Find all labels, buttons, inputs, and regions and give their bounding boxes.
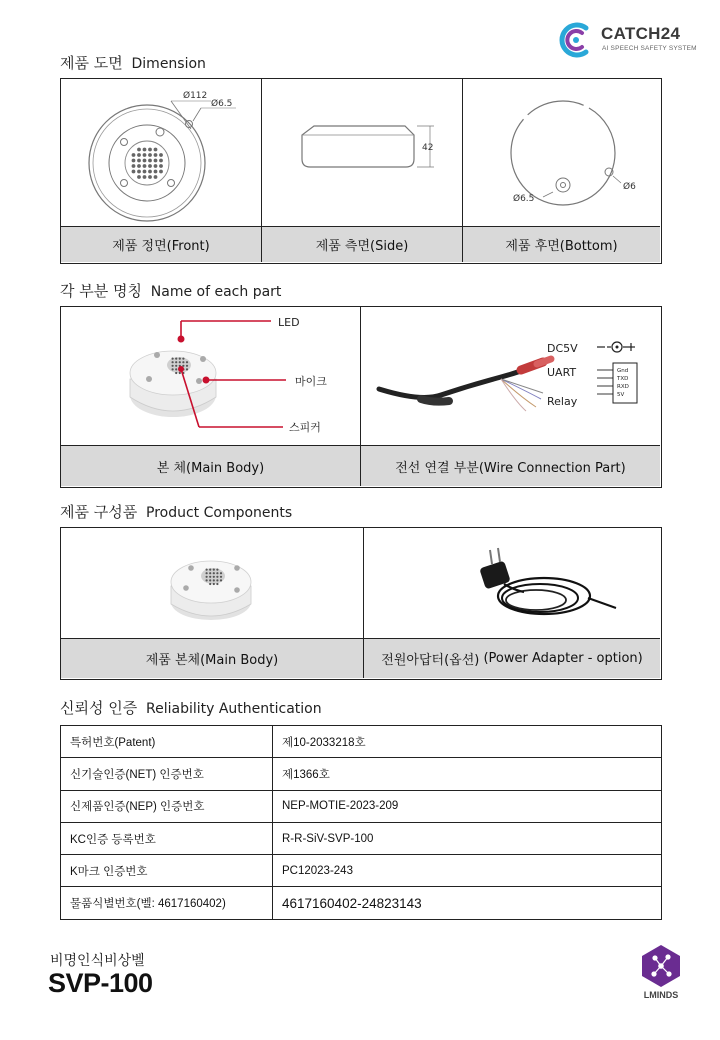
components-table	[60, 527, 662, 680]
reliability-key: 신기술인증(NET) 인증번호	[61, 758, 273, 790]
parts-wire-cell	[361, 307, 660, 486]
dc-jack-symbol	[597, 342, 635, 352]
parts-body-caption: 본 체(Main Body)	[61, 445, 360, 486]
grille-hole	[159, 164, 163, 168]
grille-hole	[132, 153, 136, 157]
reliability-table	[60, 725, 662, 920]
label-uart: UART	[547, 366, 577, 379]
grille-hole	[220, 579, 222, 581]
grille-hole	[182, 361, 184, 363]
main-body-labeled-photo	[61, 307, 361, 447]
grille-hole	[216, 569, 218, 571]
grille-hole	[206, 576, 208, 578]
section-title-parts	[60, 280, 281, 301]
reliability-title-ko: 신뢰성 인증	[60, 699, 138, 717]
table-row	[61, 822, 662, 854]
wire-connection-diagram	[361, 307, 660, 447]
reliability-key: KC인증 등록번호	[61, 822, 273, 854]
dimension-side-cell	[262, 79, 463, 262]
reliability-value: R-R-SiV-SVP-100	[273, 822, 662, 854]
grille-hole	[143, 175, 147, 179]
reliability-value: 4617160402-24823143	[273, 887, 662, 919]
grille-hole	[206, 572, 208, 574]
grille-hole	[143, 170, 147, 174]
table-row	[61, 855, 662, 887]
catch24-logo-icon	[556, 20, 596, 60]
parts-title-ko: 각 부분 명칭	[60, 282, 142, 300]
grille-hole	[132, 164, 136, 168]
grille-hole	[182, 358, 184, 360]
uart-pin-symbol	[597, 363, 637, 403]
grille-hole	[216, 576, 218, 578]
section-title-components	[60, 501, 292, 522]
grille-hole	[216, 572, 218, 574]
grille-hole	[209, 583, 211, 585]
front-drawing	[61, 79, 261, 226]
grille-hole	[186, 361, 188, 363]
parts-body-cell	[61, 307, 361, 486]
section-title-dimension	[60, 52, 206, 73]
grille-hole	[213, 569, 215, 571]
grille-hole	[137, 148, 141, 152]
product-subtitle: 비명인식비상벨	[50, 953, 145, 969]
grille-hole	[209, 579, 211, 581]
lminds-logo	[640, 944, 682, 1004]
table-row	[61, 790, 662, 822]
front-dia-hole: Ø6.5	[211, 99, 233, 109]
grille-hole	[148, 175, 152, 179]
grille-hole	[159, 159, 163, 163]
label-led: LED	[278, 316, 300, 329]
parts-title-en: Name of each part	[150, 284, 282, 300]
grille-hole	[175, 365, 177, 367]
power-adapter-photo	[364, 528, 660, 638]
reliability-title-en: Reliability Authentication	[146, 701, 322, 717]
grille-hole	[216, 583, 218, 585]
product-model: SVP-100	[48, 968, 153, 998]
grille-hole	[137, 170, 141, 174]
bottom-dia-b: Ø6	[623, 182, 636, 192]
grille-hole	[175, 358, 177, 360]
grille-hole	[159, 153, 163, 157]
bottom-caption: 제품 후면(Bottom)	[463, 226, 660, 262]
grille-hole	[220, 572, 222, 574]
grille-hole	[172, 365, 174, 367]
grille-hole	[148, 159, 152, 163]
grille-hole	[154, 148, 158, 152]
grille-hole	[172, 368, 174, 370]
grille-hole	[175, 372, 177, 374]
adapter-caption-en: (Power Adapter - option)	[483, 651, 643, 666]
reliability-key: K마크 인증번호	[61, 855, 273, 887]
dimension-title-en: Dimension	[131, 56, 206, 72]
components-adapter-caption	[364, 638, 660, 678]
label-mic: 마이크	[295, 375, 327, 388]
grille-hole	[209, 569, 211, 571]
grille-hole	[159, 170, 163, 174]
dimension-bottom-cell	[463, 79, 660, 262]
grille-hole	[213, 579, 215, 581]
reliability-key: 물품식별번호(벨: 4617160402)	[61, 887, 273, 919]
grille-hole	[132, 170, 136, 174]
grille-hole	[148, 148, 152, 152]
table-row	[61, 726, 662, 758]
catch24-logo	[556, 20, 706, 60]
grille-hole	[186, 365, 188, 367]
reliability-value: 제1366호	[273, 758, 662, 790]
components-title-en: Product Components	[146, 505, 293, 521]
reliability-key: 신제품인증(NEP) 인증번호	[61, 790, 273, 822]
grille-hole	[175, 361, 177, 363]
grille-hole	[148, 164, 152, 168]
grille-hole	[179, 361, 181, 363]
components-body-caption: 제품 본체(Main Body)	[61, 638, 363, 678]
grille-hole	[206, 569, 208, 571]
parts-wire-caption: 전선 연결 부분(Wire Connection Part)	[361, 445, 660, 486]
grille-hole	[143, 159, 147, 163]
grille-hole	[209, 576, 211, 578]
grille-hole	[213, 576, 215, 578]
main-body-photo	[61, 528, 364, 638]
grille-hole	[137, 164, 141, 168]
grille-hole	[143, 164, 147, 168]
section-title-reliability	[60, 697, 322, 718]
brand-name: CATCH24	[601, 24, 681, 43]
front-caption: 제품 정면(Front)	[61, 226, 261, 262]
pin-rxd: RXD	[617, 384, 629, 390]
label-dc5v: DC5V	[547, 342, 578, 355]
components-title-ko: 제품 구성품	[60, 503, 138, 521]
bottom-dia-a: Ø6.5	[513, 194, 535, 204]
reliability-value: 제10-2033218호	[273, 726, 662, 758]
lminds-hex-icon	[640, 944, 682, 988]
grille-hole	[154, 175, 158, 179]
grille-hole	[148, 153, 152, 157]
grille-hole	[206, 579, 208, 581]
label-speaker: 스피커	[289, 421, 321, 434]
side-caption: 제품 측면(Side)	[262, 226, 462, 262]
grille-hole	[143, 153, 147, 157]
front-dia-outer: Ø112	[183, 91, 208, 101]
brand-tagline: AI SPEECH SAFETY SYSTEM	[602, 45, 697, 52]
grille-hole	[148, 170, 152, 174]
dimension-title-ko: 제품 도면	[60, 54, 123, 72]
grille-hole	[213, 572, 215, 574]
grille-hole	[175, 368, 177, 370]
table-row	[61, 887, 662, 919]
label-relay: Relay	[547, 395, 578, 408]
grille-hole	[154, 164, 158, 168]
grille-hole	[220, 576, 222, 578]
grille-hole	[172, 361, 174, 363]
grille-hole	[137, 175, 141, 179]
reliability-key: 특허번호(Patent)	[61, 726, 273, 758]
grille-hole	[137, 159, 141, 163]
pin-gnd: Gnd	[617, 368, 629, 374]
grille-hole	[216, 579, 218, 581]
grille-hole	[132, 159, 136, 163]
side-height: 42	[422, 143, 434, 153]
bottom-drawing	[463, 79, 660, 226]
table-row	[61, 758, 662, 790]
adapter-caption-ko: 전원아답터(옵션)	[381, 653, 480, 668]
grille-hole	[209, 572, 211, 574]
reliability-value: NEP-MOTIE-2023-209	[273, 790, 662, 822]
grille-hole	[154, 159, 158, 163]
grille-hole	[179, 358, 181, 360]
components-adapter-cell	[364, 528, 660, 678]
grille-hole	[154, 170, 158, 174]
grille-hole	[186, 368, 188, 370]
grille-hole	[213, 583, 215, 585]
pin-5v: 5V	[617, 392, 625, 398]
pin-txd: TXD	[617, 376, 629, 382]
grille-hole	[143, 148, 147, 152]
components-body-cell	[61, 528, 364, 678]
dimension-table	[60, 78, 662, 264]
maker-name: LMINDS	[643, 990, 679, 1000]
parts-table	[60, 306, 662, 488]
side-drawing	[262, 79, 462, 226]
reliability-value: PC12023-243	[273, 855, 662, 887]
grille-hole	[137, 153, 141, 157]
dimension-front-cell	[61, 79, 262, 262]
grille-hole	[179, 372, 181, 374]
grille-hole	[154, 153, 158, 157]
grille-hole	[172, 358, 174, 360]
